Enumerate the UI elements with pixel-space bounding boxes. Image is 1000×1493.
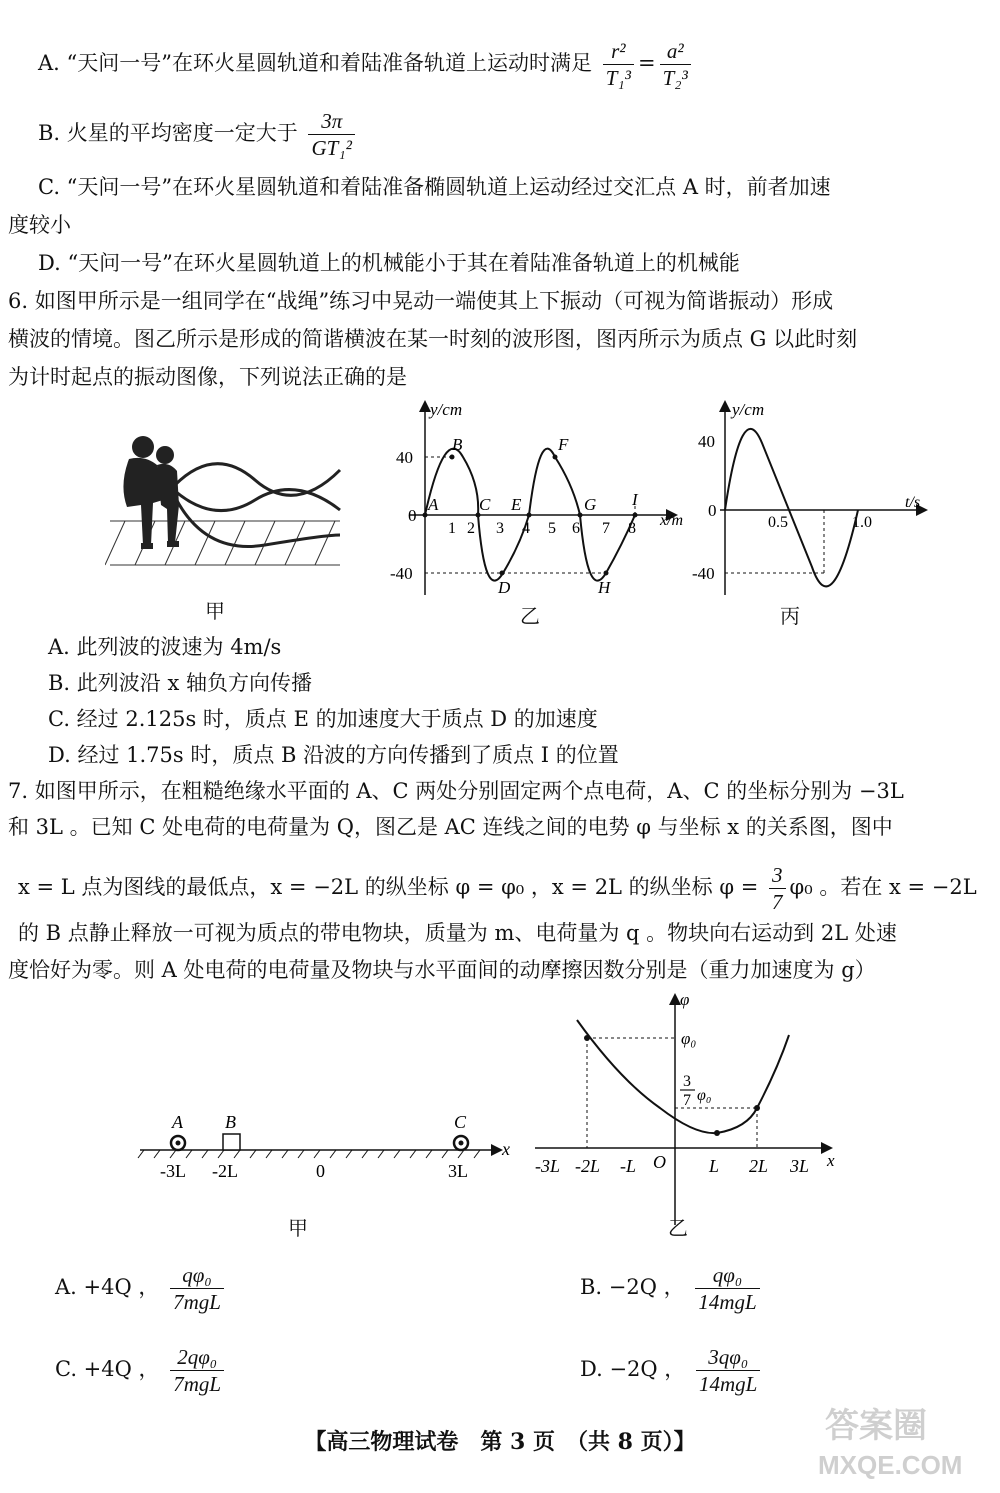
q5-option-b: B. 火星的平均密度一定大于 $\frac{3\pi}{\text{GT₁²}}$ xyxy=(38,108,359,161)
q6-yi-xtick-1: 1 xyxy=(448,520,456,537)
q7-yi-frac-den: 7 xyxy=(683,1092,691,1109)
q7-figure-jia xyxy=(130,1105,525,1190)
q7-option-c: C. +4Q ， $\frac{\text{2qφ₀}}{\text{7mgL}}$ xyxy=(55,1344,228,1397)
q7-figure-yi xyxy=(525,990,855,1230)
q7-stem-line1: 7. 如图甲所示，在粗糙绝缘水平面的 A、C 两处分别固定两个点电荷，A、C 的坐标分别为 −3L xyxy=(8,779,904,803)
q6-yi-xtick-3: 3 xyxy=(496,520,504,537)
q7-yi-tick-negl: -L xyxy=(620,1156,637,1176)
q7-yi-frac-num: 3 xyxy=(683,1073,691,1090)
q7-yi-axis-y: φ xyxy=(680,990,690,1009)
q6-bing-caption: 丙 xyxy=(780,604,800,628)
q7-yi-frac-suffix: φ₀ xyxy=(697,1087,712,1104)
q7-stem-line5: 度恰好为零。则 A 处电荷的电荷量及物块与水平面间的动摩擦因数分别是（重力加速度为 g） xyxy=(8,958,876,982)
q6-stem-line2: 横波的情境。图乙所示是形成的简谐横波在某一时刻的波形图，图丙所示为质点 G 以此时刻 xyxy=(8,327,858,351)
q6-yi-xtick-4: 4 xyxy=(522,520,530,537)
q6-stem-line1: 6. 如图甲所示是一组同学在“战绳”练习中晃动一端使其上下振动（可视为简谐振动）形成 xyxy=(8,289,834,313)
q7-a-fraction: $\frac{\text{qφ₀}}{\text{7mgL}}$ xyxy=(170,1262,224,1315)
q6-yi-point-h: H xyxy=(598,578,611,597)
q7-b-fraction: $\frac{\text{qφ₀}}{\text{14mgL}}$ xyxy=(695,1262,759,1315)
q7-jia-tick-0: 0 xyxy=(316,1161,325,1181)
q6-jia-caption: 甲 xyxy=(205,599,225,623)
q5-option-c-line1: C. “天问一号”在环火星圆轨道和着陆准备椭圆轨道上运动经过交汇点 A 时，前者加速 xyxy=(38,175,831,199)
q7-jia-label-b: B xyxy=(225,1112,236,1132)
q6-bing-curve xyxy=(725,429,858,587)
q6-yi-xtick-8: 8 xyxy=(628,520,636,537)
q7-d-fraction: $\frac{\text{3qφ₀}}{\text{14mgL}}$ xyxy=(696,1344,760,1397)
q5-option-a: A. “天问一号”在环火星圆轨道和着陆准备轨道上运动时满足 $\frac{\text{r²}}{\text{T₁³}}$ = $\frac{\text{a²}}{\text{T₂³}}$ xyxy=(38,38,695,91)
q6-yi-caption: 乙 xyxy=(520,604,540,628)
q5-a-fraction-2: $\frac{\text{a²}}{\text{T₂³}}$ xyxy=(660,38,691,91)
q6-bing-ytick-neg40: -40 xyxy=(692,564,715,583)
q6-bing-ylabel: y/cm xyxy=(732,400,765,419)
q7-jia-tick-neg2l: -2L xyxy=(212,1161,238,1181)
q7-yi-tick-neg2l: -2L xyxy=(575,1156,601,1176)
q7-c-fraction: $\frac{\text{2qφ₀}}{\text{7mgL}}$ xyxy=(170,1344,224,1397)
q6-yi-xtick-7: 7 xyxy=(602,520,610,537)
q7-stem-line3: x = L 点为图线的最低点，x = −2L 的纵坐标 φ = φ₀ ，x = 2L 的纵坐标 φ = $\frac{3}{7}$ φ₀ 。若在 x = −2L xyxy=(18,863,977,914)
q6-yi-xtick-6: 6 xyxy=(572,520,580,537)
q7-option-d: D. −2Q ， $\frac{\text{3qφ₀}}{\text{14mgL}}$ xyxy=(580,1344,764,1397)
q6-yi-point-g: G xyxy=(584,495,597,514)
q6-yi-point-d: D xyxy=(498,578,511,597)
q7-option-a: A. +4Q ， $\frac{\text{qφ₀}}{\text{7mgL}}$ xyxy=(55,1262,228,1315)
q6-yi-xtick-5: 5 xyxy=(548,520,556,537)
watermark-url: MXQE.COM xyxy=(818,1450,963,1480)
q7-stem-line4: 的 B 点静止释放一可视为质点的带电物块，质量为 m、电荷量为 q 。物块向右运动到 2L 处速 xyxy=(18,921,897,945)
q5-a-fraction-1: $\frac{\text{r²}}{\text{T₁³}}$ xyxy=(603,38,634,91)
q6-yi-ytick-40: 40 xyxy=(396,448,413,467)
q6-figure-yi xyxy=(390,395,710,605)
q7-yi-tick-2l: 2L xyxy=(749,1156,769,1176)
q6-figure-bing xyxy=(690,395,940,605)
q6-yi-point-c: C xyxy=(479,495,491,514)
q6-yi-xtick-2: 2 xyxy=(467,520,475,537)
page-footer: 【高三物理试卷 第 3 页 （共 8 页）】 xyxy=(304,1429,696,1455)
q6-stem-line3: 为计时起点的振动图像，下列说法正确的是 xyxy=(8,365,407,389)
q7-stem-line2: 和 3L 。已知 C 处电荷的电荷量为 Q，图乙是 AC 连线之间的电势 φ 与坐标 x 的关系图，图中 xyxy=(8,815,893,839)
q7-jia-tick-neg3l: -3L xyxy=(160,1161,186,1181)
q7-jia-caption: 甲 xyxy=(288,1216,308,1240)
q6-option-d: D. 经过 1.75s 时，质点 B 沿波的方向传播到了质点 I 的位置 xyxy=(48,743,619,767)
q7-jia-label-a: A xyxy=(172,1112,183,1132)
q7-stem-fraction: $\frac{3}{7}$ xyxy=(769,862,786,915)
q6-yi-point-b: B xyxy=(452,435,463,454)
q6-yi-ylabel: y/cm xyxy=(430,400,463,419)
q6-yi-point-a: A xyxy=(428,495,439,514)
q7-yi-tick-neg3l: -3L xyxy=(535,1156,561,1176)
q6-option-a: A. 此列波的波速为 4m/s xyxy=(48,635,282,659)
q6-bing-ytick-40: 40 xyxy=(698,432,715,451)
q6-bing-xtick-05: 0.5 xyxy=(768,514,788,531)
q6-yi-xlabel: x/m xyxy=(660,512,684,529)
q6-yi-point-f: F xyxy=(558,435,569,454)
q7-yi-tick-o: O xyxy=(653,1152,666,1172)
q7-jia-label-x: x xyxy=(502,1139,510,1159)
q7-yi-axis-x: x xyxy=(827,1151,835,1170)
q7-yi-caption: 乙 xyxy=(668,1216,688,1240)
q5-option-d: D. “天问一号”在环火星圆轨道上的机械能小于其在着陆准备轨道上的机械能 xyxy=(38,251,740,275)
q6-bing-ytick-0: 0 xyxy=(708,501,717,520)
q6-yi-point-i: I xyxy=(632,490,638,509)
q6-option-c: C. 经过 2.125s 时，质点 E 的加速度大于质点 D 的加速度 xyxy=(48,707,598,731)
q6-bing-xtick-10: 1.0 xyxy=(852,514,872,531)
q6-figure-jia xyxy=(105,425,345,575)
q5-b-fraction: $\frac{3\pi}{\text{GT₁²}}$ xyxy=(308,108,354,161)
q6-option-b: B. 此列波沿 x 轴负方向传播 xyxy=(48,671,312,695)
q6-yi-point-e: E xyxy=(511,495,522,514)
q5-option-c-line2: 度较小 xyxy=(8,213,71,237)
q7-jia-label-c: C xyxy=(454,1112,467,1132)
q6-yi-ytick-neg40: -40 xyxy=(390,564,413,583)
q6-bing-xlabel: t/s xyxy=(905,494,921,511)
q7-yi-tick-l: L xyxy=(709,1156,720,1176)
q7-yi-phi0: φ₀ xyxy=(681,1029,697,1048)
q7-option-b: B. −2Q ， $\frac{\text{qφ₀}}{\text{14mgL}}$ xyxy=(580,1262,764,1315)
q7-yi-tick-3l: 3L xyxy=(790,1156,810,1176)
q6-yi-ytick-0: 0 xyxy=(408,506,417,525)
q7-jia-tick-3l: 3L xyxy=(448,1161,468,1181)
watermark-logo-text: 答案圈 xyxy=(825,1407,927,1445)
